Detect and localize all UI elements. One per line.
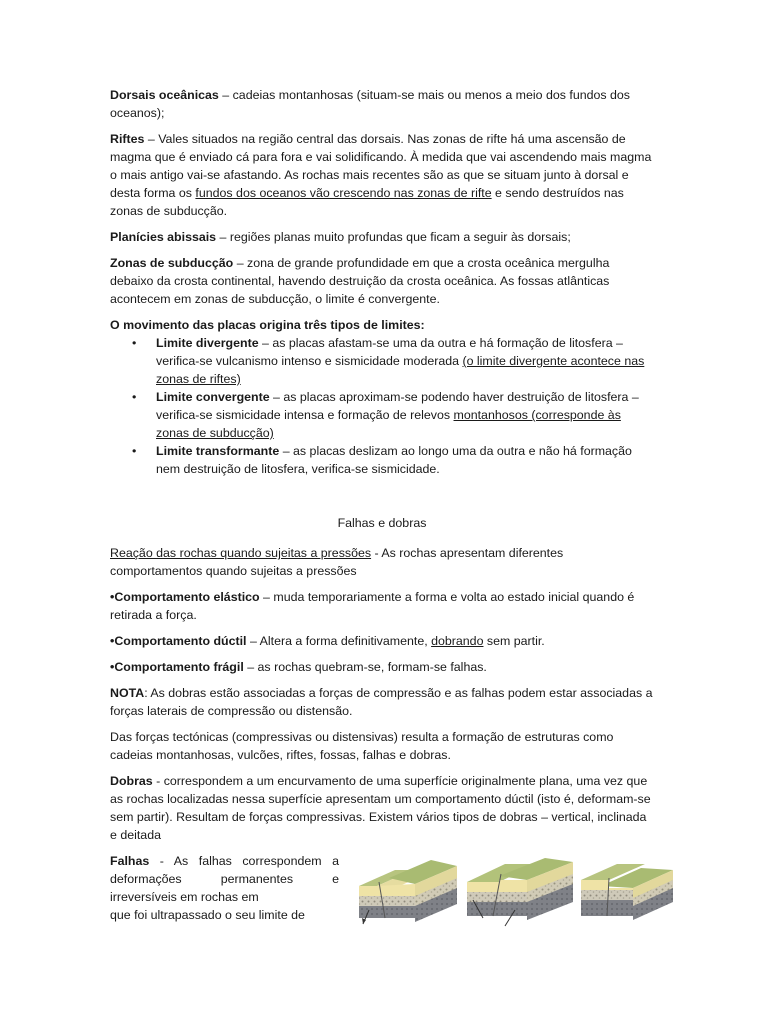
paragraph-dorsais: [110, 86, 654, 122]
text-reacao: - As rochas apresentam diferentes comportamentos quando sujeitas a pressões: [110, 546, 564, 578]
limites-list: [110, 334, 654, 478]
paragraph-riftes: [110, 130, 654, 220]
term-planicies: Planícies abissais: [110, 230, 217, 244]
text-ductil-a: – Altera a forma definitivamente,: [246, 634, 432, 648]
document-page: [110, 86, 654, 932]
text-transformante: – as placas deslizam ao longo uma da outra e não há formação nem destruição de litosfera, verifica-se sismicidade.: [156, 444, 632, 476]
text-falhas-line-1: - As falhas correspondem a deformações permanentes e: [110, 854, 339, 886]
text-riftes-a: – Vales situados na região central das dorsais. Nas zonas de rifte há uma ascensão de magma que é enviado cá para fora e vai solidificando. À medida que vai ascendendo mais magma o mais antigo vai-se afastando. As rochas mais recentes são as que se situam junto à dorsal e desta forma os: [110, 132, 652, 200]
limites-heading: [110, 316, 654, 334]
text-elastico: – muda temporariamente a forma e volta ao estado inicial quando é retirada a força.: [110, 590, 635, 622]
paragraph-fragil: [110, 658, 654, 676]
text-convergente: – as placas aproximam-se podendo haver destruição de litosfera – verifica-se sismicidade intensa e formação de relevos: [156, 390, 639, 422]
term-fragil: •Comportamento frágil: [110, 660, 244, 674]
text-riftes-b: e sendo destruídos nas zonas de subducção.: [110, 186, 624, 218]
paragraph-elastico: [110, 588, 654, 624]
term-riftes: Riftes: [110, 132, 145, 146]
text-ductil-underlined: dobrando: [431, 634, 484, 648]
text-divergente: – as placas afastam-se uma da outra e há formação de litosfera – verifica-se vulcanismo intenso e sismicidade moderada: [156, 336, 623, 368]
section-title: Falhas e dobras: [337, 516, 427, 530]
term-nota: NOTA: [110, 686, 145, 700]
term-falhas: Falhas: [110, 854, 150, 868]
term-elastico: •Comportamento elástico: [110, 590, 260, 604]
paragraph-subduccao: [110, 254, 654, 308]
term-convergente: Limite convergente: [156, 390, 270, 404]
term-subduccao: Zonas de subducção: [110, 256, 234, 270]
list-item-convergente: [110, 388, 654, 442]
limites-heading-text: O movimento das placas origina três tipos de limites:: [110, 318, 425, 332]
bullet-icon: •: [132, 390, 137, 404]
reverse-fault-block: [467, 858, 573, 926]
text-convergente-underlined: montanhosos (corresponde às zonas de subducção): [156, 408, 621, 440]
term-divergente: Limite divergente: [156, 336, 259, 350]
text-reacao-underlined: Reação das rochas quando sujeitas a pressões: [110, 546, 372, 560]
falhas-section: [110, 852, 654, 932]
text-fragil: – as rochas quebram-se, formam-se falhas.: [243, 660, 487, 674]
term-dobras: Dobras: [110, 774, 153, 788]
text-planicies: – regiões planas muito profundas que ficam a seguir às dorsais;: [216, 230, 571, 244]
paragraph-falhas: [110, 852, 339, 924]
paragraph-nota: [110, 684, 654, 720]
bullet-icon: •: [132, 444, 137, 458]
text-ductil-b: sem partir.: [483, 634, 545, 648]
term-dorsais: Dorsais oceânicas: [110, 88, 219, 102]
strike-slip-fault-block: [581, 864, 673, 920]
fault-diagrams: [355, 852, 677, 930]
paragraph-dobras: [110, 772, 654, 844]
text-riftes-underlined: fundos dos oceanos vão crescendo nas zonas de rifte: [195, 186, 492, 200]
normal-fault-block: [359, 860, 457, 924]
text-subduccao: – zona de grande profundidade em que a crosta oceânica mergulha debaixo da crosta continental, havendo destruição da crosta oceânica. As fossas atlânticas acontecem em zonas de subducção, o limite é convergente.: [110, 256, 610, 306]
term-transformante: Limite transformante: [156, 444, 280, 458]
text-falhas-line-3: que foi ultrapassado o seu limite de: [110, 908, 305, 922]
term-ductil: •Comportamento dúctil: [110, 634, 247, 648]
text-nota: : As dobras estão associadas a forças de compressão e as falhas podem estar associadas a forças laterais de compressão ou distensão.: [110, 686, 653, 718]
text-dobras: - correspondem a um encurvamento de uma superfície originalmente plana, uma vez que as rochas localizadas nessa superfície apresentam um comportamento dúctil (isto é, deformam-se sem partir). Resultam de forças compressivas. Existem vários tipos de dobras – vertical, inclinada e deitada: [110, 774, 651, 842]
text-divergente-underlined: (o limite divergente acontece nas zonas de riftes): [156, 354, 645, 386]
falhas-line-1: [110, 852, 339, 888]
text-dorsais: – cadeias montanhosas (situam-se mais ou menos a meio dos fundos dos oceanos);: [110, 88, 631, 120]
bullet-icon: •: [132, 336, 137, 350]
text-falhas-line-2: irreversíveis em rochas em: [110, 890, 259, 904]
list-item-divergente: [110, 334, 654, 388]
paragraph-reacao: [110, 544, 654, 580]
paragraph-forcas: Das forças tectónicas (compressivas ou distensivas) resulta a formação de estruturas como cadeias montanhosas, vulcões, riftes, fossas, falhas e dobras.: [110, 730, 614, 762]
paragraph-ductil: [110, 632, 654, 650]
list-item-transformante: [110, 442, 654, 478]
paragraph-planicies: [110, 228, 654, 246]
